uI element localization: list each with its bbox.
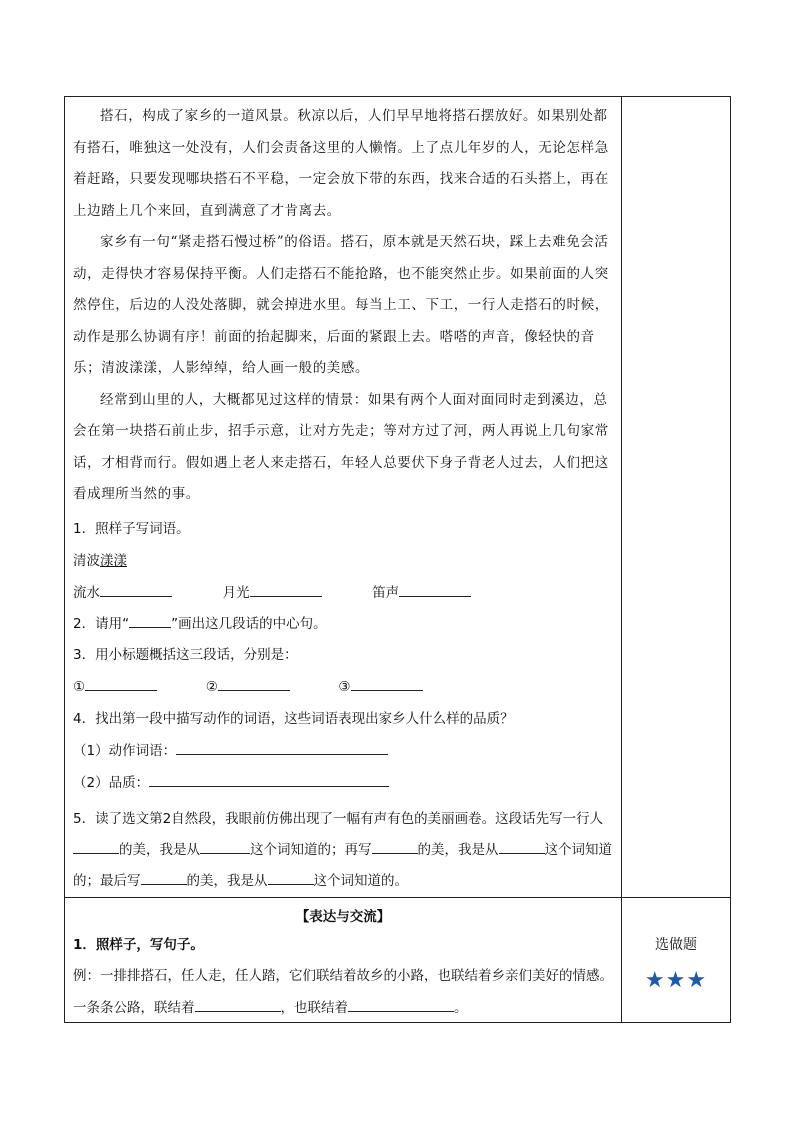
part-a-label: （1）动作词语： — [73, 742, 177, 759]
circled-number: ③ — [338, 678, 351, 695]
question-5-intro: 5．读了选文第2自然段，我眼前仿佛出现了一幅有声有色的美丽画卷。这段话先写一行人 — [73, 810, 604, 827]
question-5-text: 这个词知道的；再写 — [250, 841, 372, 858]
answer-blank[interactable] — [351, 676, 423, 691]
side-cell-empty — [622, 97, 731, 898]
answer-blank[interactable] — [499, 839, 545, 854]
optional-label: 选做题 — [655, 936, 697, 953]
question-4-part-a — [73, 740, 621, 761]
answer-blank[interactable] — [268, 870, 314, 885]
passage-paragraph-2: 家乡有一句“紧走搭石慢过桥”的俗语。搭石，原本就是天然石块，踩上去难免会活动，走得快才容易保持平衡。人们走搭石不能抢路，也不能突然止步。如果前面的人突然停住，后边的人没处落脚，就会掉进水里。每当上工、下工，一行人走搭石的时候，动作是那么协调有序！前面的抬起脚来，后面的紧跟上去。嗒嗒的声音，像轻快的音乐；清波漾漾，人影绰绰，给人画一般的美感。 — [73, 234, 609, 376]
item-label: 笛声 — [372, 584, 400, 601]
example-word-head: 清波 — [73, 552, 100, 569]
answer-blank[interactable] — [149, 772, 389, 787]
difficulty-stars: ★★★ — [644, 967, 708, 993]
answer-blank[interactable] — [100, 582, 172, 597]
passage-paragraph-1: 搭石，构成了家乡的一道风景。秋凉以后，人们早早地将搭石摆放好。如果别处都有搭石，唯独这一处没有，人们会责备这里的人懒惰。上了点儿年岁的人，无论怎样急着赶路，只要发现哪块搭石不平稳，一定会放下带的东西，找来合适的石头搭上，再在上边踏上几个来回，直到满意了才肯离去。 — [73, 108, 609, 219]
reading-passage — [65, 97, 621, 511]
question-5-text: 的美，我是从 — [119, 841, 200, 858]
fill-text: 一条条公路，联结着 — [73, 999, 195, 1016]
fill-text: ，也联结着 — [280, 999, 348, 1016]
worksheet — [64, 96, 730, 1023]
part-b-label: （2）品质： — [73, 774, 150, 791]
expression-cell — [65, 897, 622, 1022]
expression-example: 例：一排排搭石，任人走，任人踏，它们联结着故乡的小路，也联结着乡亲们美好的情感。 — [73, 967, 613, 984]
fill-text: 。 — [454, 999, 468, 1016]
question-2 — [73, 614, 621, 634]
answer-blank[interactable] — [195, 997, 281, 1012]
question-2-text-post: ”画出这几段话的中心句。 — [171, 615, 327, 632]
worksheet-table — [64, 96, 731, 1023]
answer-blank[interactable] — [218, 676, 290, 691]
question-5-text: 这个词知道的。 — [313, 872, 408, 889]
question-5-text: 的美，我是从 — [186, 872, 268, 889]
item-label: 月光 — [222, 584, 250, 601]
answer-blank[interactable] — [348, 997, 454, 1012]
answer-blank[interactable] — [399, 582, 471, 597]
question-5-text: 的美，我是从 — [417, 841, 499, 858]
section-heading: 【表达与交流】 — [295, 908, 391, 925]
answer-blank[interactable] — [200, 839, 250, 854]
expression-fill — [73, 997, 621, 1018]
question-4-title: 4．找出第一段中描写动作的词语，这些词语表现出家乡人什么样的品质？ — [73, 710, 514, 727]
circled-number: ② — [205, 678, 218, 695]
question-1 — [65, 519, 621, 603]
question-1-example — [73, 551, 615, 571]
item-label: 流水 — [73, 584, 100, 601]
underline-sample — [129, 616, 171, 628]
question-4-part-b — [73, 772, 621, 793]
answer-blank[interactable] — [141, 870, 187, 885]
question-2-text-pre: 2．请用“ — [73, 615, 130, 632]
question-1-items — [73, 582, 615, 603]
question-1-title: 1．照样子写词语。 — [73, 520, 190, 537]
expression-question-title: 1．照样子，写句子。 — [73, 936, 204, 953]
question-3-title: 3．用小标题概括这三段话，分别是： — [73, 646, 298, 663]
answer-blank[interactable] — [73, 839, 119, 854]
question-5-text: 这个词知道的；最后写 — [73, 841, 612, 889]
passage-paragraph-3: 经常到山里的人，大概都见过这样的情景：如果有两个人面对面同时走到溪边，总会在第一块搭石前止步，招手示意，让对方先走；等对方过了河，两人再说上几句家常话，才相背而行。假如遇上老人来走搭石，年轻人总要伏下身子背老人过去，人们把这看成理所当然的事。 — [73, 391, 609, 502]
answer-blank[interactable] — [372, 839, 418, 854]
reading-cell — [65, 97, 622, 898]
circled-number: ① — [73, 678, 86, 695]
answer-blank[interactable] — [250, 582, 322, 597]
answer-blank[interactable] — [85, 676, 157, 691]
answer-blank[interactable] — [176, 740, 388, 755]
question-3-answers — [73, 676, 621, 697]
example-word-tail: 漾漾 — [100, 552, 127, 569]
optional-cell — [622, 897, 731, 1022]
question-5 — [73, 804, 621, 897]
